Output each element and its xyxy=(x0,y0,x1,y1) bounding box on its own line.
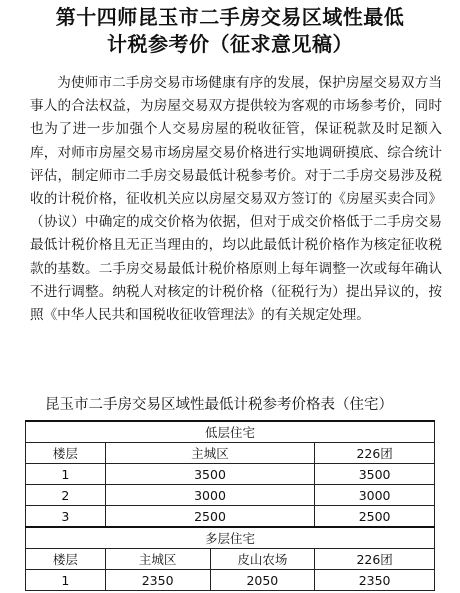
table-caption: 昆玉市二手房交易区域性最低计税参考价格表（住宅） xyxy=(45,397,393,413)
table-cell: 2 xyxy=(26,485,106,506)
body-paragraph: 为使师市二手房交易市场健康有序的发展，保护房屋交易双方当事人的合法权益，为房屋交易双方提供较为客观的市场参考价，同时也为了进一步加强个人交易房屋的税收征管，保证税款及时足额入库，对师市房屋交易市场房屋交易价格进行实地调研摸底、综合统计评估，制定师市二手房交易最低计税参考价。对于二手房交易涉及税收的计税价格，征收机关应以房屋交易双方签订的《房屋买卖合同》（协议）中确定的成交价格为依据，但对于成交价格低于二手房交易最低计税价格且无正当理由的，均以此最低计税价格作为核定征收税款的基数。二手房交易最低计税价格原则上每年调整一次或每年确认不进行调整。纳税人对核定的计税价格（征税行为）提出异议的，按照《中华人民共和国税收征收管理法》的有关规定处理。 xyxy=(30,75,442,324)
table-cell: 3000 xyxy=(105,485,314,506)
table-cell: 2500 xyxy=(315,506,435,528)
table-cell: 2050 xyxy=(210,570,315,591)
table-cell: 3500 xyxy=(315,464,435,485)
header-cell: 226团 xyxy=(315,443,435,464)
table-row xyxy=(26,570,435,591)
lowrise-header-row xyxy=(26,443,435,464)
table-cell: 2500 xyxy=(105,506,314,528)
title-line-2: 计税参考价（征求意见稿） xyxy=(107,32,353,56)
table-row xyxy=(26,485,435,506)
table-row xyxy=(26,506,435,528)
header-cell: 楼层 xyxy=(26,443,106,464)
table-cell: 3 xyxy=(26,506,106,528)
header-cell: 皮山农场 xyxy=(210,549,315,570)
table-cell: 2350 xyxy=(105,570,210,591)
table-cell: 2350 xyxy=(315,570,435,591)
table-cell: 1 xyxy=(26,464,106,485)
multistory-header-row xyxy=(26,549,435,570)
multistory-section-row xyxy=(26,527,435,549)
table-cell: 1 xyxy=(26,570,106,591)
multistory-section-title: 多层住宅 xyxy=(26,527,435,549)
table-cell: 3500 xyxy=(105,464,314,485)
table-row xyxy=(26,464,435,485)
header-cell: 楼层 xyxy=(26,549,106,570)
header-cell: 主城区 xyxy=(105,443,314,464)
header-cell: 226团 xyxy=(315,549,435,570)
title-line-1: 第十四师昆玉市二手房交易区域性最低 xyxy=(55,5,405,29)
document-title xyxy=(0,0,460,58)
lowrise-section-title: 低层住宅 xyxy=(26,421,435,443)
table-cell: 3000 xyxy=(315,485,435,506)
price-table xyxy=(25,420,435,591)
header-cell: 主城区 xyxy=(105,549,210,570)
lowrise-section-row xyxy=(26,421,435,443)
